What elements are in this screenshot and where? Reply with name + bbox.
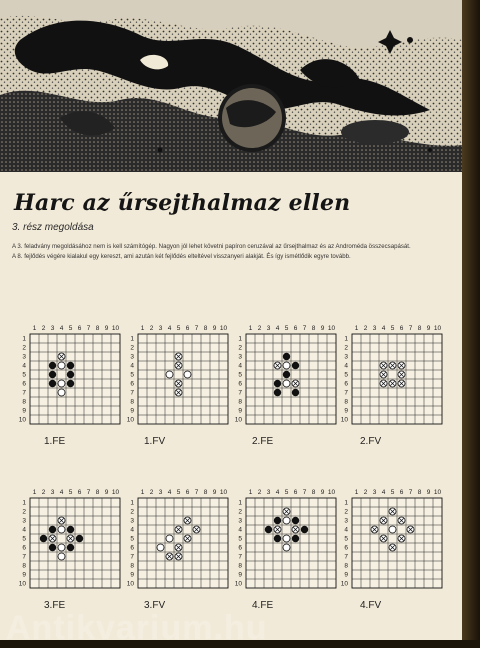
row-label: 7 [344,389,348,397]
row-label: 4 [22,526,26,534]
row-label: 9 [130,407,134,415]
column-label: 10 [111,325,120,332]
row-label: 9 [344,571,348,579]
crossed-cell [380,517,387,524]
column-label: 6 [77,489,82,496]
column-label: 3 [266,325,271,332]
black-cell [67,362,74,369]
column-label: 8 [311,489,316,496]
black-cell [274,389,281,396]
game-board [219,322,336,434]
column-label: 8 [203,489,208,496]
crossed-cell [274,362,281,369]
column-label: 5 [390,489,395,496]
column-label: 5 [176,325,181,332]
crossed-cell [389,362,396,369]
column-label: 8 [95,325,100,332]
row-label: 4 [130,362,134,370]
row-label: 8 [22,562,26,570]
column-label: 10 [111,489,120,496]
column-label: 8 [417,489,422,496]
empty-circle-cell [58,526,65,533]
crossed-cell [398,371,405,378]
row-label: 10 [234,416,242,424]
row-label: 6 [130,380,134,388]
crossed-cell [283,508,290,515]
row-label: 5 [130,535,134,543]
black-cell [49,362,56,369]
crossed-cell [292,526,299,533]
black-cell [49,544,56,551]
black-cell [274,380,281,387]
column-label: 6 [185,325,190,332]
row-label: 6 [22,544,26,552]
paragraph: A 8. fejlődés végére kialakul egy kereszt, ami azután két fejlődés elteltével visszanyeri alakját. És így ismétlődik egyre tovább. [12,252,351,260]
column-label: 2 [257,489,262,496]
row-label: 2 [238,508,242,516]
row-label: 7 [130,389,134,397]
board-caption: 2.FV [360,436,382,447]
crossed-cell [175,380,182,387]
row-label: 8 [238,398,242,406]
column-label: 9 [320,489,325,496]
black-cell [49,371,56,378]
row-label: 10 [234,580,242,588]
board-caption: 1.FV [144,436,166,447]
black-cell [301,526,308,533]
row-label: 1 [344,335,348,343]
row-label: 7 [130,553,134,561]
row-label: 3 [130,353,134,361]
column-label: 3 [50,489,55,496]
row-label: 8 [130,562,134,570]
column-label: 8 [95,489,100,496]
row-label: 10 [340,416,348,424]
game-board [6,322,120,434]
crossed-cell [380,535,387,542]
column-label: 6 [185,489,190,496]
article-body [12,242,442,261]
crossed-cell [184,535,191,542]
black-cell [67,380,74,387]
empty-circle-cell [58,362,65,369]
row-label: 1 [238,335,242,343]
article-title: Harc az űrsejthalmaz ellen [14,190,351,216]
row-label: 2 [22,508,26,516]
column-label: 3 [372,489,377,496]
crossed-cell [175,389,182,396]
column-label: 4 [167,325,172,332]
column-label: 8 [417,325,422,332]
column-label: 10 [433,325,442,332]
empty-circle-cell [283,380,290,387]
column-label: 10 [433,489,442,496]
column-label: 1 [248,489,253,496]
row-label: 9 [130,571,134,579]
column-label: 7 [194,325,199,332]
row-label: 4 [238,526,242,534]
column-label: 1 [354,325,359,332]
column-label: 9 [212,325,217,332]
row-label: 6 [130,544,134,552]
crossed-cell [67,535,74,542]
crossed-cell [380,371,387,378]
crossed-cell [184,517,191,524]
crossed-cell [371,526,378,533]
game-board [219,486,336,598]
column-label: 3 [158,325,163,332]
column-label: 4 [59,489,64,496]
black-cell [283,353,290,360]
column-label: 7 [408,489,413,496]
column-label: 7 [302,325,307,332]
crossed-cell [193,526,200,533]
column-label: 1 [32,325,37,332]
empty-circle-cell [184,371,191,378]
row-label: 8 [238,562,242,570]
row-label: 2 [130,344,134,352]
column-label: 7 [194,489,199,496]
row-label: 1 [238,499,242,507]
empty-circle-cell [58,389,65,396]
column-label: 6 [399,325,404,332]
column-label: 8 [311,325,316,332]
row-label: 5 [22,535,26,543]
empty-circle-cell [166,535,173,542]
empty-circle-cell [283,362,290,369]
column-label: 2 [149,325,154,332]
empty-circle-cell [157,544,164,551]
crossed-cell [166,553,173,560]
column-label: 7 [302,489,307,496]
column-label: 4 [59,325,64,332]
row-label: 3 [22,353,26,361]
row-label: 4 [344,526,348,534]
paragraph: A 3. feladvány megoldásához nem is kell számítógép. Nagyon jól lehet követni papíron ceruzával az űrsejthalmaz és az Androméda összecsapását. [12,243,411,250]
row-label: 1 [130,335,134,343]
black-cell [49,526,56,533]
space-illustration [0,0,462,172]
row-label: 8 [22,398,26,406]
column-label: 10 [327,325,336,332]
row-label: 8 [344,562,348,570]
crossed-cell [292,380,299,387]
column-label: 10 [219,325,228,332]
column-label: 2 [257,325,262,332]
row-label: 7 [238,553,242,561]
row-label: 7 [238,389,242,397]
crossed-cell [274,526,281,533]
column-label: 10 [327,489,336,496]
column-label: 7 [86,325,91,332]
column-label: 1 [32,489,37,496]
crossed-cell [49,535,56,542]
row-label: 5 [238,371,242,379]
black-cell [265,526,272,533]
board-caption: 3.FE [44,600,66,611]
game-board [111,486,228,598]
column-label: 4 [381,489,386,496]
column-label: 6 [293,489,298,496]
row-label: 5 [344,371,348,379]
row-label: 5 [130,371,134,379]
crossed-cell [175,553,182,560]
column-label: 9 [426,325,431,332]
column-label: 5 [390,325,395,332]
column-label: 3 [50,325,55,332]
black-cell [292,535,299,542]
article-subtitle: 3. rész megoldása [12,222,94,233]
crossed-cell [175,526,182,533]
column-label: 9 [212,489,217,496]
row-label: 5 [238,535,242,543]
row-label: 5 [22,371,26,379]
black-cell [292,362,299,369]
crossed-cell [175,362,182,369]
column-label: 2 [363,325,368,332]
black-cell [67,526,74,533]
row-label: 3 [344,517,348,525]
black-cell [283,371,290,378]
crossed-cell [407,526,414,533]
empty-circle-cell [58,380,65,387]
column-label: 5 [284,325,289,332]
crossed-cell [398,380,405,387]
row-label: 6 [344,380,348,388]
row-label: 6 [344,544,348,552]
row-label: 4 [344,362,348,370]
black-cell [40,535,47,542]
game-board [328,486,442,598]
row-label: 2 [130,508,134,516]
black-cell [76,535,83,542]
column-label: 4 [167,489,172,496]
game-board [111,322,228,434]
row-label: 3 [130,517,134,525]
row-label: 4 [238,362,242,370]
row-label: 10 [18,580,26,588]
column-label: 5 [176,489,181,496]
column-label: 2 [41,325,46,332]
column-label: 4 [275,325,280,332]
game-board [328,322,442,434]
column-label: 10 [219,489,228,496]
crossed-cell [398,535,405,542]
black-cell [292,517,299,524]
row-label: 2 [22,344,26,352]
crossed-cell [380,380,387,387]
row-label: 6 [238,544,242,552]
column-label: 9 [104,325,109,332]
board-caption: 4.FV [360,600,382,611]
row-label: 2 [344,508,348,516]
row-label: 7 [22,553,26,561]
row-label: 3 [238,517,242,525]
column-label: 8 [203,325,208,332]
crossed-cell [175,353,182,360]
game-board [6,486,120,598]
row-label: 4 [22,362,26,370]
board-caption: 3.FV [144,600,166,611]
crossed-cell [398,517,405,524]
black-cell [49,380,56,387]
column-label: 6 [293,325,298,332]
column-label: 3 [266,489,271,496]
column-label: 3 [158,489,163,496]
black-cell [292,389,299,396]
row-label: 9 [344,407,348,415]
column-label: 5 [284,489,289,496]
book-spine [462,0,480,640]
board-caption: 4.FE [252,600,274,611]
empty-circle-cell [283,517,290,524]
empty-circle-cell [166,371,173,378]
watermark: Antikvarium.hu [6,609,268,647]
row-label: 2 [238,344,242,352]
column-label: 4 [275,489,280,496]
crossed-cell [175,544,182,551]
row-label: 3 [22,517,26,525]
crossed-cell [389,508,396,515]
crossed-cell [389,380,396,387]
column-label: 1 [248,325,253,332]
crossed-cell [58,353,65,360]
column-label: 7 [408,325,413,332]
column-label: 4 [381,325,386,332]
row-label: 9 [238,571,242,579]
row-label: 1 [344,499,348,507]
empty-circle-cell [58,553,65,560]
row-label: 1 [130,499,134,507]
column-label: 1 [140,325,145,332]
column-label: 3 [372,325,377,332]
row-label: 4 [130,526,134,534]
row-label: 10 [18,416,26,424]
row-label: 6 [238,380,242,388]
column-label: 1 [140,489,145,496]
row-label: 10 [126,416,134,424]
column-label: 5 [68,325,73,332]
column-label: 1 [354,489,359,496]
column-label: 2 [41,489,46,496]
black-cell [274,517,281,524]
empty-circle-cell [389,526,396,533]
black-cell [67,371,74,378]
column-label: 6 [77,325,82,332]
crossed-cell [380,362,387,369]
row-label: 9 [22,571,26,579]
row-label: 3 [344,353,348,361]
column-label: 7 [86,489,91,496]
row-label: 3 [238,353,242,361]
row-label: 1 [22,499,26,507]
empty-circle-cell [283,544,290,551]
row-label: 10 [126,580,134,588]
row-label: 1 [22,335,26,343]
row-label: 6 [22,380,26,388]
row-label: 8 [344,398,348,406]
column-label: 2 [363,489,368,496]
row-label: 10 [340,580,348,588]
row-label: 9 [238,407,242,415]
column-label: 9 [104,489,109,496]
row-label: 9 [22,407,26,415]
column-label: 9 [320,325,325,332]
board-caption: 1.FE [44,436,66,447]
crossed-cell [398,362,405,369]
board-caption: 2.FE [252,436,274,447]
row-label: 2 [344,344,348,352]
black-cell [67,544,74,551]
column-label: 5 [68,489,73,496]
row-label: 7 [22,389,26,397]
black-cell [274,535,281,542]
column-label: 2 [149,489,154,496]
row-label: 8 [130,398,134,406]
crossed-cell [389,544,396,551]
row-label: 5 [344,535,348,543]
empty-circle-cell [58,544,65,551]
row-label: 7 [344,553,348,561]
column-label: 6 [399,489,404,496]
column-label: 9 [426,489,431,496]
crossed-cell [58,517,65,524]
empty-circle-cell [283,535,290,542]
